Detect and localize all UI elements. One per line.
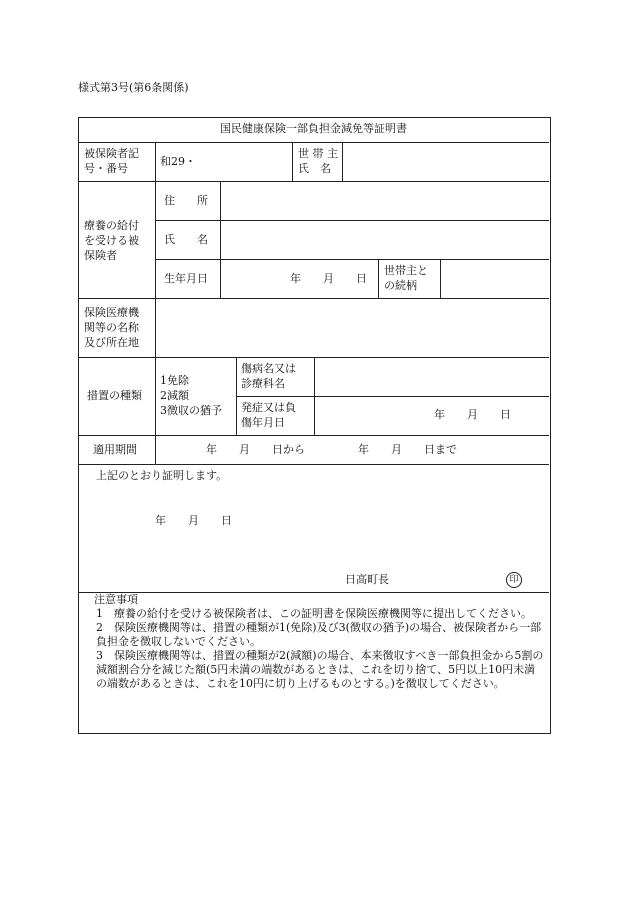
insured-number-label-1: 被保険者記 bbox=[84, 147, 139, 160]
onset-label-1: 発症又は負 bbox=[241, 401, 296, 414]
onset-date-field[interactable]: 年 月 日 bbox=[434, 408, 511, 421]
birthdate-field[interactable]: 年 月 日 bbox=[290, 272, 367, 285]
measure-option-exemption[interactable]: 1免除 bbox=[160, 374, 189, 387]
form-title: 国民健康保険一部負担金減免等証明書 bbox=[220, 122, 407, 135]
notes-list bbox=[96, 607, 545, 691]
name-label: 氏 名 bbox=[164, 233, 208, 246]
notes-heading: 注意事項 bbox=[94, 593, 138, 606]
householder-label-1: 世 帯 主 bbox=[298, 147, 338, 160]
onset-label-2: 傷年月日 bbox=[241, 416, 285, 429]
institution-label-2: 関等の名称 bbox=[84, 321, 139, 334]
note-item-3: 3 保険医療機関等は、措置の種類が2(減額)の場合、本来徴収すべき一部負担金から5割の減額割合分を減じた額(5円未満の端数があるときは、これを切り捨て、5円以上10円未満の端数があるときは、これを10円に切り上げるものとする。)を徴収してください。 bbox=[96, 649, 544, 690]
disease-label-1: 傷病名又は bbox=[241, 362, 296, 375]
relation-label-2: の続柄 bbox=[384, 279, 417, 292]
note-item-2: 2 保険医療機関等は、措置の種類が1(免除)及び3(徴収の猶予)の場合、被保険者から一部負担金を徴収しないでください。 bbox=[96, 621, 542, 648]
disease-label-2: 診療科名 bbox=[241, 377, 285, 390]
period-to-field[interactable]: 年 月 日まで bbox=[358, 443, 457, 456]
address-label: 住 所 bbox=[164, 194, 208, 207]
insured-number-label-2: 号・番号 bbox=[84, 162, 128, 175]
institution-label-3: 及び所在地 bbox=[84, 336, 139, 349]
certification-statement: 上記のとおり証明します。 bbox=[96, 469, 228, 482]
note-item-1: 1 療養の給付を受ける被保険者は、この証明書を保険医療機関等に提出してください。 bbox=[96, 607, 532, 620]
insured-number-value[interactable]: 和29・ bbox=[160, 155, 196, 168]
period-from-field[interactable]: 年 月 日から bbox=[206, 443, 305, 456]
certification-date[interactable]: 年 月 日 bbox=[155, 514, 232, 527]
measure-option-deferral[interactable]: 3徴収の猶予 bbox=[160, 404, 222, 417]
form-number: 様式第3号(第6条関係) bbox=[78, 81, 189, 94]
recipient-label-1: 療養の給付 bbox=[84, 219, 139, 232]
issuer-name: 日高町長 bbox=[345, 573, 389, 586]
official-seal-mark: 印 bbox=[506, 572, 522, 588]
recipient-label-3: 保険者 bbox=[84, 249, 117, 262]
measure-option-reduction[interactable]: 2減額 bbox=[160, 389, 189, 402]
recipient-label-2: を受ける被 bbox=[84, 234, 139, 247]
period-label: 適用期間 bbox=[93, 443, 137, 456]
measure-label: 措置の種類 bbox=[87, 389, 142, 402]
householder-label-2: 氏 名 bbox=[298, 162, 331, 175]
institution-label-1: 保険医療機 bbox=[84, 306, 139, 319]
relation-label-1: 世帯主と bbox=[384, 264, 428, 277]
birthdate-label: 生年月日 bbox=[164, 272, 208, 285]
